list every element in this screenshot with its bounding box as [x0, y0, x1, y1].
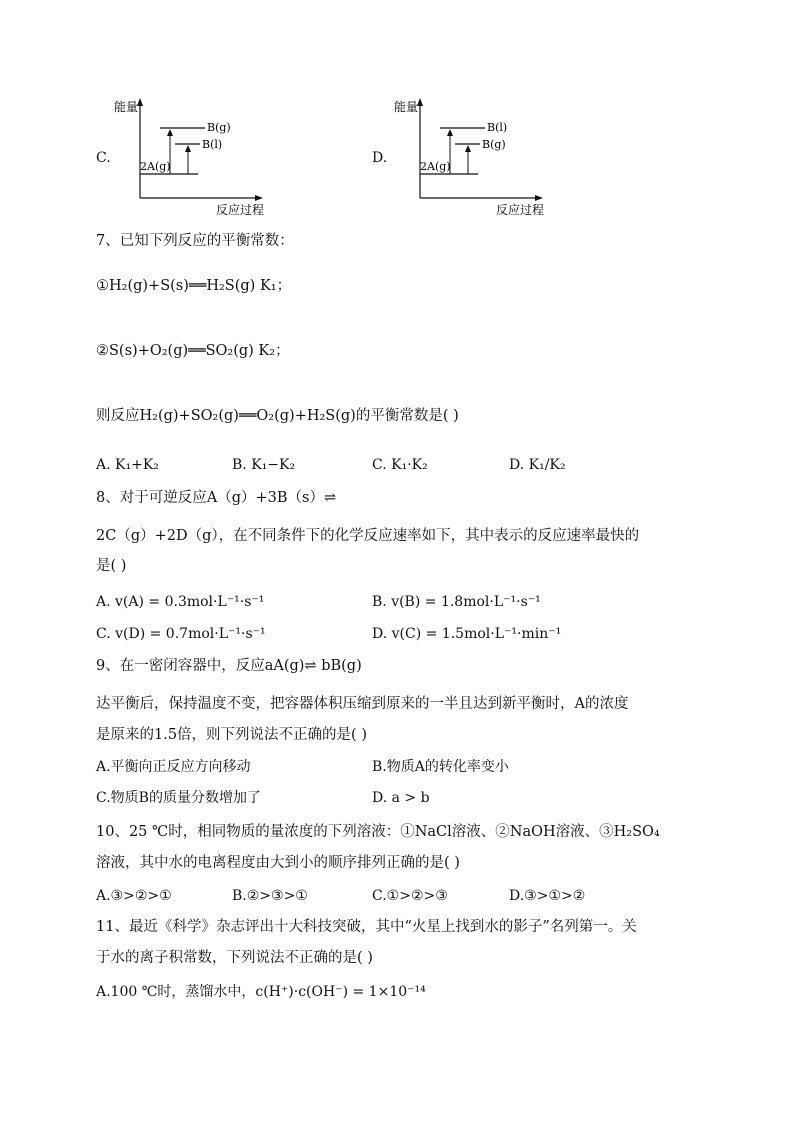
q8-stem-line-2: 2C（g）+2D（g），在不同条件下的化学反应速率如下，其中表示的反应速率最快的: [96, 528, 640, 544]
x-axis-label: 反应过程: [216, 203, 265, 217]
q7-stem: 7、已知下列反应的平衡常数：: [96, 233, 294, 249]
q8-option-a: A. v(A) = 0.3mol·L⁻¹·s⁻¹: [96, 594, 265, 610]
y-axis-label: 能量: [114, 100, 139, 114]
q11-option-a: A.100 ℃时，蒸馏水中，c(H⁺)·c(OH⁻) = 1×10⁻¹⁴: [96, 984, 426, 1000]
q8-stem-line-1: 8、对于可逆反应A（g）+3B（s）⇌: [96, 490, 337, 506]
q11-stem-line-2: 于水的离子积常数，下列说法不正确的是( ): [96, 950, 373, 966]
q9-stem-line-3: 是原来的1.5倍，则下列说法不正确的是( ): [96, 727, 367, 743]
option-c-label: C.: [96, 150, 111, 166]
q8-option-b: B. v(B) = 1.8mol·L⁻¹·s⁻¹: [372, 594, 541, 610]
level-mid: B(g): [482, 138, 506, 151]
q7-equation-1: ①H₂(g)+S(s)══H₂S(g) K₁；: [96, 278, 292, 294]
q10-stem-line-1: 10、25 ℃时，相同物质的量浓度的下列溶液：①NaCl溶液、②NaOH溶液、③H₂SO₄: [96, 824, 660, 840]
q9-stem-line-1: 9、在一密闭容器中，反应aA(g)⇌ bB(g): [96, 658, 362, 674]
q10-stem-line-2: 溶液，其中水的电离程度由大到小的顺序排列正确的是( ): [96, 855, 460, 871]
q8-option-c: C. v(D) = 0.7mol·L⁻¹·s⁻¹: [96, 626, 266, 642]
level-2ag: 2A(g): [140, 160, 171, 173]
q8-stem-line-3: 是( ): [96, 558, 127, 574]
q9-option-a: A.平衡向正反应方向移动: [96, 759, 251, 775]
level-top: B(l): [487, 121, 508, 134]
q9-stem-line-2: 达平衡后，保持温度不变，把容器体积压缩到原来的一半且达到新平衡时，A的浓度: [96, 696, 629, 712]
q7-option-a: A. K₁+K₂: [96, 457, 159, 473]
level-2ag: 2A(g): [420, 160, 451, 173]
q10-option-d: D.③>①>②: [509, 888, 586, 904]
level-mid: B(l): [202, 138, 223, 151]
q8-option-d: D. v(C) = 1.5mol·L⁻¹·min⁻¹: [372, 626, 562, 642]
q7-equation-2: ②S(s)+O₂(g)══SO₂(g) K₂；: [96, 343, 290, 359]
q7-option-c: C. K₁·K₂: [372, 457, 428, 473]
energy-diagram-d: [390, 96, 560, 225]
y-axis-label: 能量: [394, 100, 419, 114]
q9-option-b: B.物质A的转化率变小: [372, 759, 509, 775]
q10-option-b: B.②>③>①: [232, 888, 308, 904]
q9-option-d: D. a > b: [372, 790, 430, 806]
level-top: B(g): [207, 121, 231, 134]
x-axis-label: 反应过程: [496, 203, 545, 217]
q7-option-b: B. K₁−K₂: [232, 457, 296, 473]
q11-stem-line-1: 11、最近《科学》杂志评出十大科技突破，其中“火星上找到水的影子”名列第一。关: [96, 919, 637, 935]
q7-option-d: D. K₁/K₂: [509, 457, 566, 473]
q9-option-c: C.物质B的质量分数增加了: [96, 790, 261, 806]
q10-option-c: C.①>②>③: [372, 888, 448, 904]
option-d-label: D.: [372, 150, 388, 166]
energy-diagram-c: [110, 96, 280, 225]
q7-question: 则反应H₂(g)+SO₂(g)══O₂(g)+H₂S(g)的平衡常数是( ): [96, 408, 459, 424]
q10-option-a: A.③>②>①: [96, 888, 172, 904]
